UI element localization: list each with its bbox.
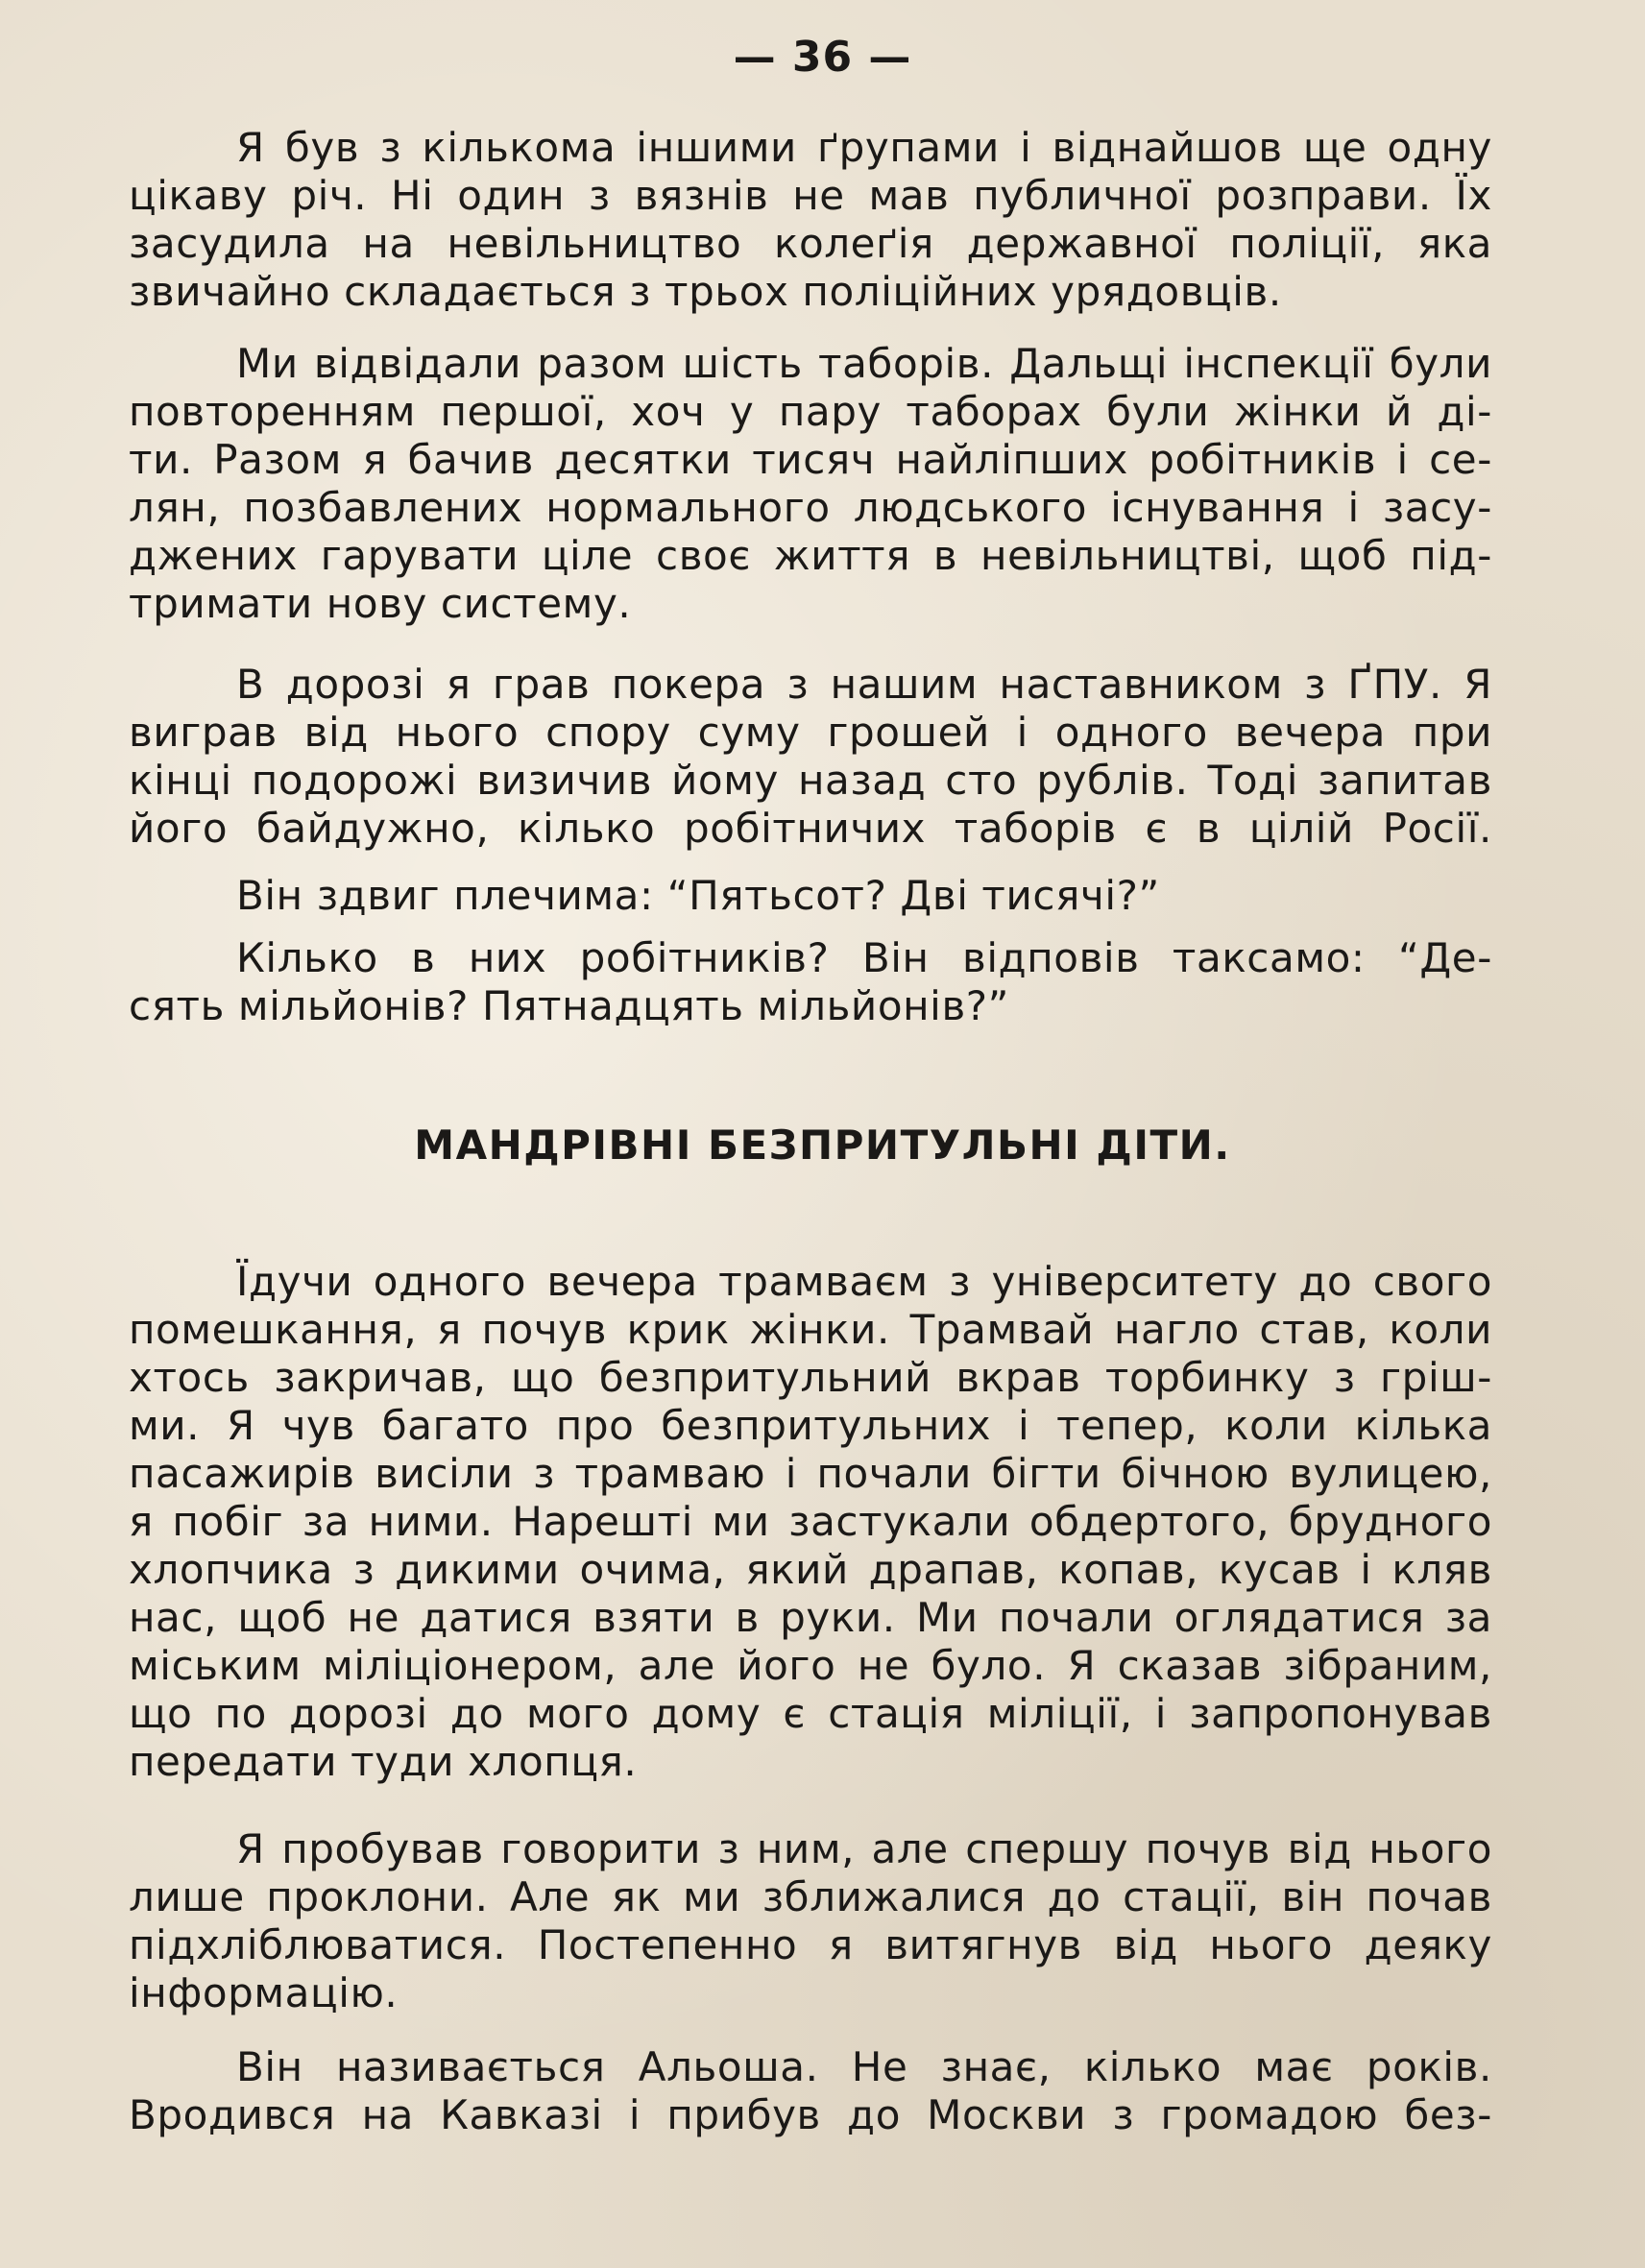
text-line: Кілько в них робітників? Він відповів таксамо: “Де- — [236, 934, 1492, 981]
text-line: сять мільйонів? Пятнадцять мільйонів?” — [129, 982, 1010, 1029]
text-line: помешкання, я почув крик жінки. Трамвай нагло став, коли — [129, 1306, 1492, 1353]
text-line: міським міліціонером, але його не було. Я сказав зібраним, — [129, 1642, 1492, 1689]
text-line: Їдучи одного вечера трамваєм з університету до свого — [236, 1258, 1492, 1305]
text-line: Вродився на Кавказі і прибув до Москви з громадою без- — [129, 2091, 1492, 2138]
text-line: нас, щоб не датися взяти в руки. Ми почали оглядатися за — [129, 1594, 1492, 1641]
text-line: хтось закричав, що безпритульний вкрав торбинку з гріш- — [129, 1354, 1492, 1401]
text-line: пасажирів висіли з трамваю і почали бігти бічною вулицею, — [129, 1450, 1492, 1497]
text-line: Він називається Альоша. Не знає, кілько має років. — [236, 2043, 1492, 2090]
text-line: ми. Я чув багато про безпритульних і тепер, коли кілька — [129, 1402, 1492, 1449]
text-line: джених гарувати ціле своє життя в невільництві, щоб під- — [129, 532, 1492, 579]
section-paragraph-2 — [129, 1825, 1492, 2017]
text-line: засудила на невільництво колеґія державної поліції, яка — [129, 220, 1492, 267]
text-line: Я пробував говорити з ним, але спершу почув від нього — [236, 1825, 1492, 1872]
text-line: Я був з кількома іншими ґрупами і віднайшов ще одну — [236, 124, 1492, 171]
text-line: ти. Разом я бачив десятки тисяч найліпших робітників і се- — [129, 436, 1492, 483]
text-line: Ми відвідали разом шість таборів. Дальщі інспекції були — [236, 340, 1492, 387]
paragraph-1 — [129, 124, 1492, 316]
section-paragraph-1 — [129, 1258, 1492, 1786]
text-line: лян, позбавлених нормального людського існування і засу- — [129, 484, 1492, 531]
text-line: передати туди хлопця. — [129, 1738, 638, 1785]
text-line: В дорозі я грав покера з нашим наставником з ҐПУ. Я — [236, 661, 1492, 708]
text-line: хлопчика з дикими очима, який драпав, копав, кусав і кляв — [129, 1546, 1492, 1593]
text-line: кінці подорожі визичив йому назад сто рублів. Тоді запитав — [129, 757, 1492, 804]
text-line: цікаву річ. Ні один з вязнів не мав публичної розправи. Їх — [129, 172, 1492, 219]
text-line: підхліблюватися. Постепенно я витягнув від нього деяку — [129, 1921, 1492, 1968]
section-heading: МАНДРІВНІ БЕЗПРИТУЛЬНІ ДІТИ. — [414, 1122, 1231, 1169]
paragraph-5 — [129, 934, 1492, 1030]
page-number: — 36 — — [733, 33, 912, 82]
paragraph-2 — [129, 340, 1492, 628]
text-line: його байдужно, кілько робітничих таборів є в цілій Росії. — [129, 805, 1492, 852]
text-line: Він здвиг плечима: “Пятьсот? Дві тисячі?” — [236, 872, 1160, 919]
section-paragraph-3 — [129, 2043, 1492, 2139]
text-line: тримати нову систему. — [129, 580, 632, 627]
text-line: я побіг за ними. Нарешті ми застукали обдертого, брудного — [129, 1498, 1492, 1545]
text-line: повторенням першої, хоч у пару таборах були жінки й ді- — [129, 388, 1492, 435]
text-line: виграв від нього спору суму грошей і одного вечера при — [129, 709, 1492, 756]
text-line: лише проклони. Але як ми зближалися до стації, він почав — [129, 1873, 1492, 1920]
text-line: що по дорозі до мого дому є стація міліції, і запропонував — [129, 1690, 1492, 1737]
text-line: інформацію. — [129, 1969, 399, 2016]
paragraph-3 — [129, 661, 1492, 853]
text-line: звичайно складається з трьох поліційних урядовців. — [129, 268, 1282, 315]
paragraph-4 — [129, 872, 1492, 920]
